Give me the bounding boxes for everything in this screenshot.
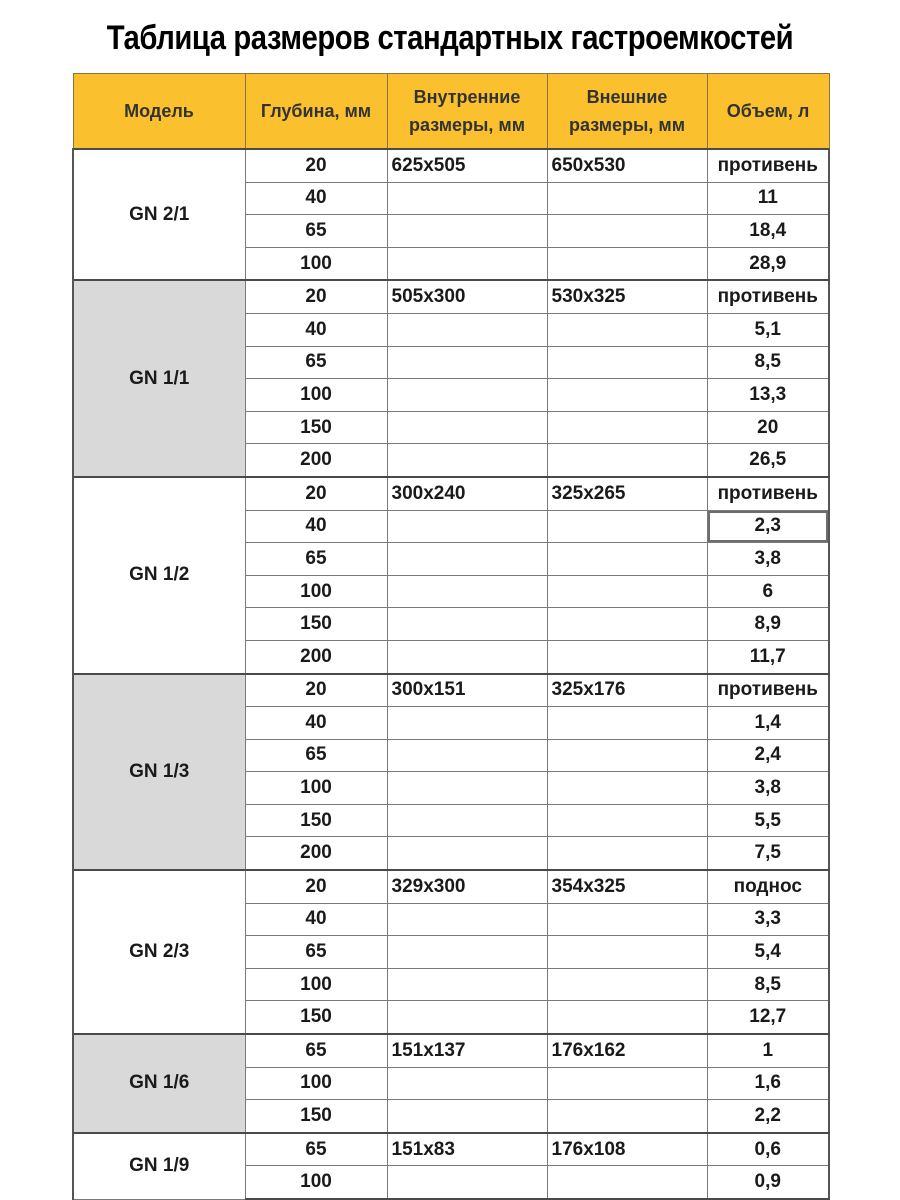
volume-cell[interactable]: противень	[707, 280, 829, 313]
table-row	[73, 674, 829, 707]
column-header-inner-size: Внутренние размеры, мм	[387, 74, 547, 150]
inner-size-cell[interactable]	[387, 247, 547, 280]
model-cell[interactable]: GN 1/6	[73, 1034, 245, 1133]
outer-size-cell[interactable]	[547, 247, 707, 280]
depth-cell[interactable]: 20	[245, 149, 387, 182]
depth-cell[interactable]: 65	[245, 739, 387, 772]
inner-size-cell[interactable]: 300x151	[387, 674, 547, 707]
column-header-depth: Глубина, мм	[245, 74, 387, 150]
inner-size-cell[interactable]	[387, 313, 547, 346]
depth-cell[interactable]: 65	[245, 936, 387, 969]
outer-size-cell[interactable]	[547, 1067, 707, 1100]
depth-cell[interactable]: 65	[245, 346, 387, 379]
gastronorm-size-table	[72, 73, 830, 1200]
volume-cell[interactable]: 3,8	[707, 543, 829, 576]
outer-size-cell[interactable]	[547, 444, 707, 477]
outer-size-cell[interactable]	[547, 968, 707, 1001]
depth-cell[interactable]: 40	[245, 707, 387, 740]
outer-size-cell[interactable]	[547, 739, 707, 772]
outer-size-cell[interactable]	[547, 707, 707, 740]
volume-cell[interactable]: 8,9	[707, 608, 829, 641]
model-cell[interactable]: GN 1/1	[73, 280, 245, 477]
table-header-row	[73, 74, 829, 150]
inner-size-cell[interactable]	[387, 707, 547, 740]
volume-cell[interactable]: 11	[707, 182, 829, 215]
table-row	[73, 1034, 829, 1067]
outer-size-cell[interactable]: 650x530	[547, 149, 707, 182]
depth-cell[interactable]: 150	[245, 411, 387, 444]
outer-size-cell[interactable]	[547, 804, 707, 837]
inner-size-cell[interactable]	[387, 903, 547, 936]
outer-size-cell[interactable]	[547, 772, 707, 805]
depth-cell[interactable]: 20	[245, 280, 387, 313]
outer-size-cell[interactable]	[547, 575, 707, 608]
model-cell[interactable]: GN 1/2	[73, 477, 245, 674]
page-title: Таблица размеров стандартных гастроемкостей	[106, 19, 794, 57]
depth-cell[interactable]: 200	[245, 640, 387, 673]
outer-size-cell[interactable]: 530x325	[547, 280, 707, 313]
inner-size-cell[interactable]	[387, 804, 547, 837]
inner-size-cell[interactable]	[387, 510, 547, 543]
depth-cell[interactable]: 100	[245, 575, 387, 608]
depth-cell[interactable]: 40	[245, 313, 387, 346]
volume-cell[interactable]: 28,9	[707, 247, 829, 280]
inner-size-cell[interactable]	[387, 379, 547, 412]
depth-cell[interactable]: 65	[245, 215, 387, 248]
inner-size-cell[interactable]	[387, 739, 547, 772]
outer-size-cell[interactable]	[547, 543, 707, 576]
inner-size-cell[interactable]: 329x300	[387, 870, 547, 903]
depth-cell[interactable]: 200	[245, 837, 387, 870]
volume-cell[interactable]: 1	[707, 1034, 829, 1067]
column-header-volume: Объем, л	[707, 74, 829, 150]
column-header-model: Модель	[73, 74, 245, 150]
outer-size-cell[interactable]: 176x108	[547, 1133, 707, 1166]
volume-cell[interactable]: 12,7	[707, 1001, 829, 1034]
inner-size-cell[interactable]	[387, 182, 547, 215]
depth-cell[interactable]: 100	[245, 1166, 387, 1199]
outer-size-cell[interactable]	[547, 215, 707, 248]
volume-cell[interactable]: 7,5	[707, 837, 829, 870]
outer-size-cell[interactable]	[547, 379, 707, 412]
depth-cell[interactable]: 150	[245, 1100, 387, 1133]
volume-cell[interactable]: 5,1	[707, 313, 829, 346]
outer-size-cell[interactable]	[547, 346, 707, 379]
outer-size-cell[interactable]	[547, 1100, 707, 1133]
model-cell[interactable]: GN 2/1	[73, 149, 245, 280]
outer-size-cell[interactable]	[547, 936, 707, 969]
volume-cell[interactable]: 2,3	[707, 510, 829, 543]
depth-cell[interactable]: 100	[245, 247, 387, 280]
depth-cell[interactable]: 200	[245, 444, 387, 477]
volume-cell[interactable]: 18,4	[707, 215, 829, 248]
volume-cell[interactable]: поднос	[707, 870, 829, 903]
depth-cell[interactable]: 40	[245, 903, 387, 936]
depth-cell[interactable]: 20	[245, 674, 387, 707]
outer-size-cell[interactable]	[547, 903, 707, 936]
depth-cell[interactable]: 40	[245, 182, 387, 215]
outer-size-cell[interactable]	[547, 313, 707, 346]
volume-cell[interactable]: противень	[707, 477, 829, 510]
depth-cell[interactable]: 40	[245, 510, 387, 543]
depth-cell[interactable]: 150	[245, 608, 387, 641]
depth-cell[interactable]: 150	[245, 1001, 387, 1034]
inner-size-cell[interactable]	[387, 968, 547, 1001]
inner-size-cell[interactable]: 151x137	[387, 1034, 547, 1067]
outer-size-cell[interactable]	[547, 1166, 707, 1199]
inner-size-cell[interactable]: 300x240	[387, 477, 547, 510]
model-cell[interactable]: GN 1/3	[73, 674, 245, 871]
table-row	[73, 870, 829, 903]
outer-size-cell[interactable]	[547, 640, 707, 673]
inner-size-cell[interactable]	[387, 608, 547, 641]
outer-size-cell[interactable]: 354x325	[547, 870, 707, 903]
volume-cell[interactable]: 0,6	[707, 1133, 829, 1166]
inner-size-cell[interactable]	[387, 1067, 547, 1100]
volume-cell[interactable]: 8,5	[707, 346, 829, 379]
depth-cell[interactable]: 100	[245, 968, 387, 1001]
outer-size-cell[interactable]	[547, 608, 707, 641]
depth-cell[interactable]: 65	[245, 543, 387, 576]
outer-size-cell[interactable]	[547, 1001, 707, 1034]
inner-size-cell[interactable]	[387, 1100, 547, 1133]
inner-size-cell[interactable]	[387, 1166, 547, 1199]
volume-cell[interactable]: 1,4	[707, 707, 829, 740]
table-row	[73, 477, 829, 510]
model-cell[interactable]: GN 2/3	[73, 870, 245, 1034]
inner-size-cell[interactable]	[387, 772, 547, 805]
inner-size-cell[interactable]: 625x505	[387, 149, 547, 182]
table-body	[73, 149, 829, 1199]
volume-cell[interactable]: 20	[707, 411, 829, 444]
table-row	[73, 1133, 829, 1166]
depth-cell[interactable]: 20	[245, 870, 387, 903]
volume-cell[interactable]: 5,4	[707, 936, 829, 969]
inner-size-cell[interactable]	[387, 936, 547, 969]
table-row	[73, 149, 829, 182]
depth-cell[interactable]: 100	[245, 1067, 387, 1100]
outer-size-cell[interactable]	[547, 411, 707, 444]
outer-size-cell[interactable]	[547, 182, 707, 215]
depth-cell[interactable]: 65	[245, 1133, 387, 1166]
volume-cell[interactable]: 6	[707, 575, 829, 608]
inner-size-cell[interactable]	[387, 1001, 547, 1034]
volume-cell[interactable]: 11,7	[707, 640, 829, 673]
inner-size-cell[interactable]	[387, 543, 547, 576]
depth-cell[interactable]: 150	[245, 804, 387, 837]
depth-cell[interactable]: 100	[245, 379, 387, 412]
volume-cell[interactable]: 3,8	[707, 772, 829, 805]
model-cell[interactable]: GN 1/9	[73, 1133, 245, 1199]
table-row	[73, 280, 829, 313]
volume-cell[interactable]: 0,9	[707, 1166, 829, 1199]
depth-cell[interactable]: 20	[245, 477, 387, 510]
volume-cell[interactable]: 2,4	[707, 739, 829, 772]
volume-cell[interactable]: противень	[707, 674, 829, 707]
inner-size-cell[interactable]	[387, 411, 547, 444]
column-header-outer-size: Внешние размеры, мм	[547, 74, 707, 150]
outer-size-cell[interactable]: 176x162	[547, 1034, 707, 1067]
volume-cell[interactable]: 8,5	[707, 968, 829, 1001]
inner-size-cell[interactable]	[387, 575, 547, 608]
volume-cell[interactable]: 1,6	[707, 1067, 829, 1100]
inner-size-cell[interactable]	[387, 640, 547, 673]
volume-cell[interactable]: противень	[707, 149, 829, 182]
depth-cell[interactable]: 65	[245, 1034, 387, 1067]
depth-cell[interactable]: 100	[245, 772, 387, 805]
inner-size-cell[interactable]	[387, 346, 547, 379]
inner-size-cell[interactable]: 505x300	[387, 280, 547, 313]
volume-cell[interactable]: 13,3	[707, 379, 829, 412]
volume-cell[interactable]: 26,5	[707, 444, 829, 477]
volume-cell[interactable]: 2,2	[707, 1100, 829, 1133]
outer-size-cell[interactable]: 325x176	[547, 674, 707, 707]
outer-size-cell[interactable]	[547, 837, 707, 870]
inner-size-cell[interactable]	[387, 215, 547, 248]
inner-size-cell[interactable]	[387, 444, 547, 477]
inner-size-cell[interactable]: 151x83	[387, 1133, 547, 1166]
inner-size-cell[interactable]	[387, 837, 547, 870]
volume-cell[interactable]: 3,3	[707, 903, 829, 936]
volume-cell[interactable]: 5,5	[707, 804, 829, 837]
outer-size-cell[interactable]: 325x265	[547, 477, 707, 510]
outer-size-cell[interactable]	[547, 510, 707, 543]
